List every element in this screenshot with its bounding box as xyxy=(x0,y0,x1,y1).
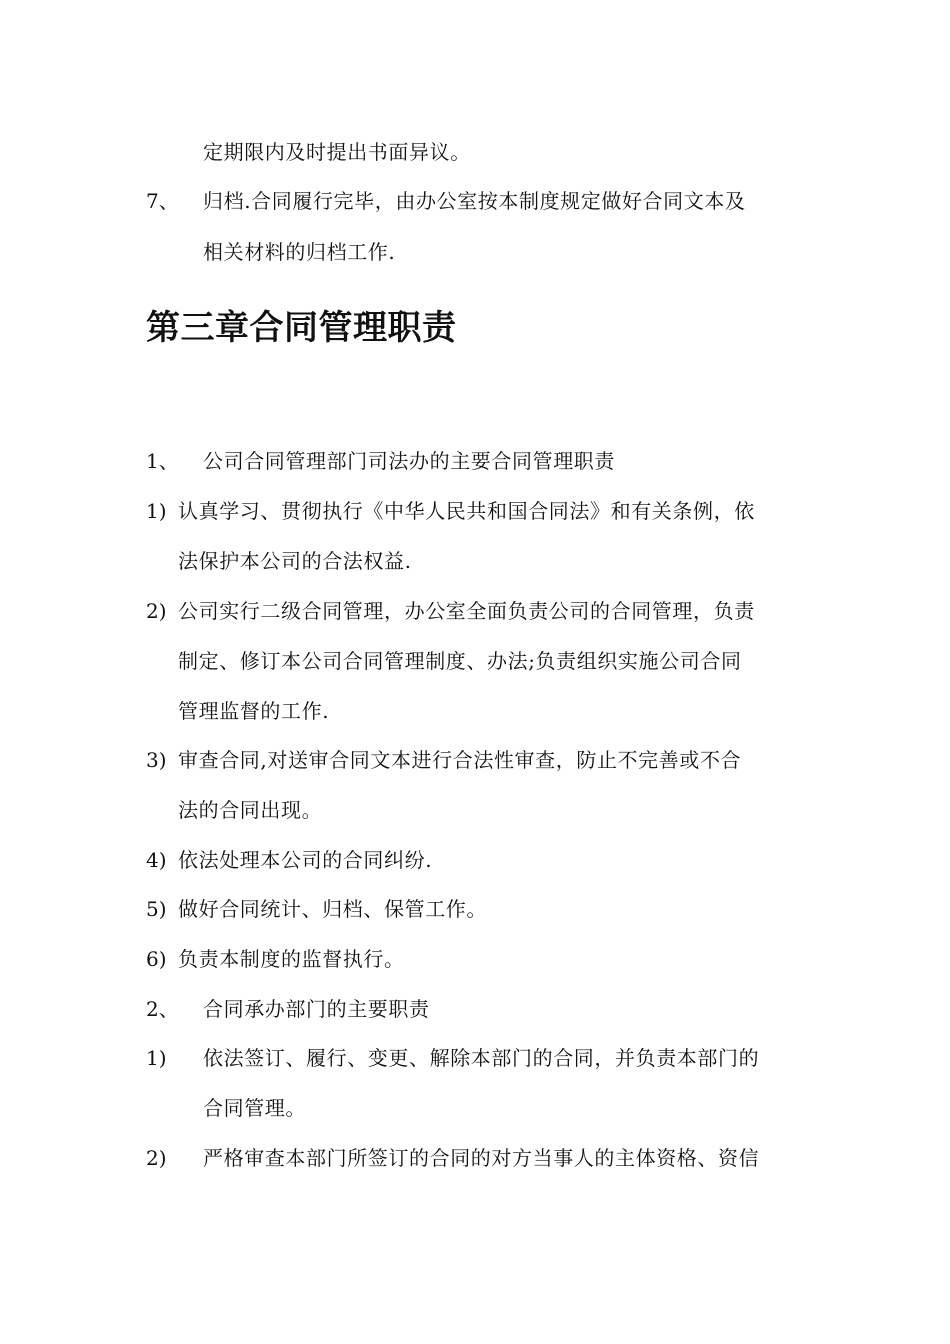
continuation-line: 定期限内及时提出书面异议。 xyxy=(203,140,471,164)
s2-item-1-line-2: 合同管理。 xyxy=(203,1096,306,1120)
s1-item-2-line-3: 管理监督的工作. xyxy=(178,699,330,723)
s1-item-1-line-1: 认真学习、贯彻执行《中华人民共和国合同法》和有关条例，依 xyxy=(178,499,755,523)
s1-item-6-line-1: 负责本制度的监督执行。 xyxy=(178,947,405,971)
section-1-title: 公司合同管理部门司法办的主要合同管理职责 xyxy=(203,449,615,473)
s1-item-5-line-1: 做好合同统计、归档、保管工作。 xyxy=(178,897,487,921)
s1-item-2-line-1: 公司实行二级合同管理，办公室全面负责公司的合同管理，负责 xyxy=(178,599,755,623)
s1-item-2-line-2: 制定、修订本公司合同管理制度、办法;负责组织实施公司合同 xyxy=(178,649,742,673)
s1-item-1-number: 1) xyxy=(146,499,167,523)
section-2-title: 合同承办部门的主要职责 xyxy=(203,997,430,1021)
s1-item-2-number: 2) xyxy=(146,599,167,623)
s2-item-1-line-1: 依法签订、履行、变更、解除本部门的合同，并负责本部门的 xyxy=(203,1046,760,1070)
section-2-number: 2、 xyxy=(146,997,179,1021)
s1-item-3-line-1: 审查合同,对送审合同文本进行合法性审查，防止不完善或不合 xyxy=(178,748,742,772)
chapter-title: 第三章合同管理职责 xyxy=(146,308,457,348)
item-7-line-1: 归档.合同履行完毕，由办公室按本制度规定做好合同文本及 xyxy=(203,189,746,213)
s1-item-3-line-2: 法的合同出现。 xyxy=(178,798,323,822)
s1-item-1-line-2: 法保护本公司的合法权益. xyxy=(178,549,412,573)
s2-item-2-number: 2) xyxy=(146,1146,167,1170)
s1-item-3-number: 3) xyxy=(146,748,167,772)
item-7-line-2: 相关材料的归档工作. xyxy=(203,240,396,264)
s1-item-6-number: 6) xyxy=(146,947,167,971)
s2-item-2-line-1: 严格审查本部门所签订的合同的对方当事人的主体资格、资信 xyxy=(203,1146,760,1170)
section-1-number: 1、 xyxy=(146,449,179,473)
item-7-number: 7、 xyxy=(146,189,179,213)
s1-item-5-number: 5) xyxy=(146,897,167,921)
s2-item-1-number: 1) xyxy=(146,1046,167,1070)
s1-item-4-number: 4) xyxy=(146,848,167,872)
s1-item-4-line-1: 依法处理本公司的合同纠纷. xyxy=(178,848,433,872)
